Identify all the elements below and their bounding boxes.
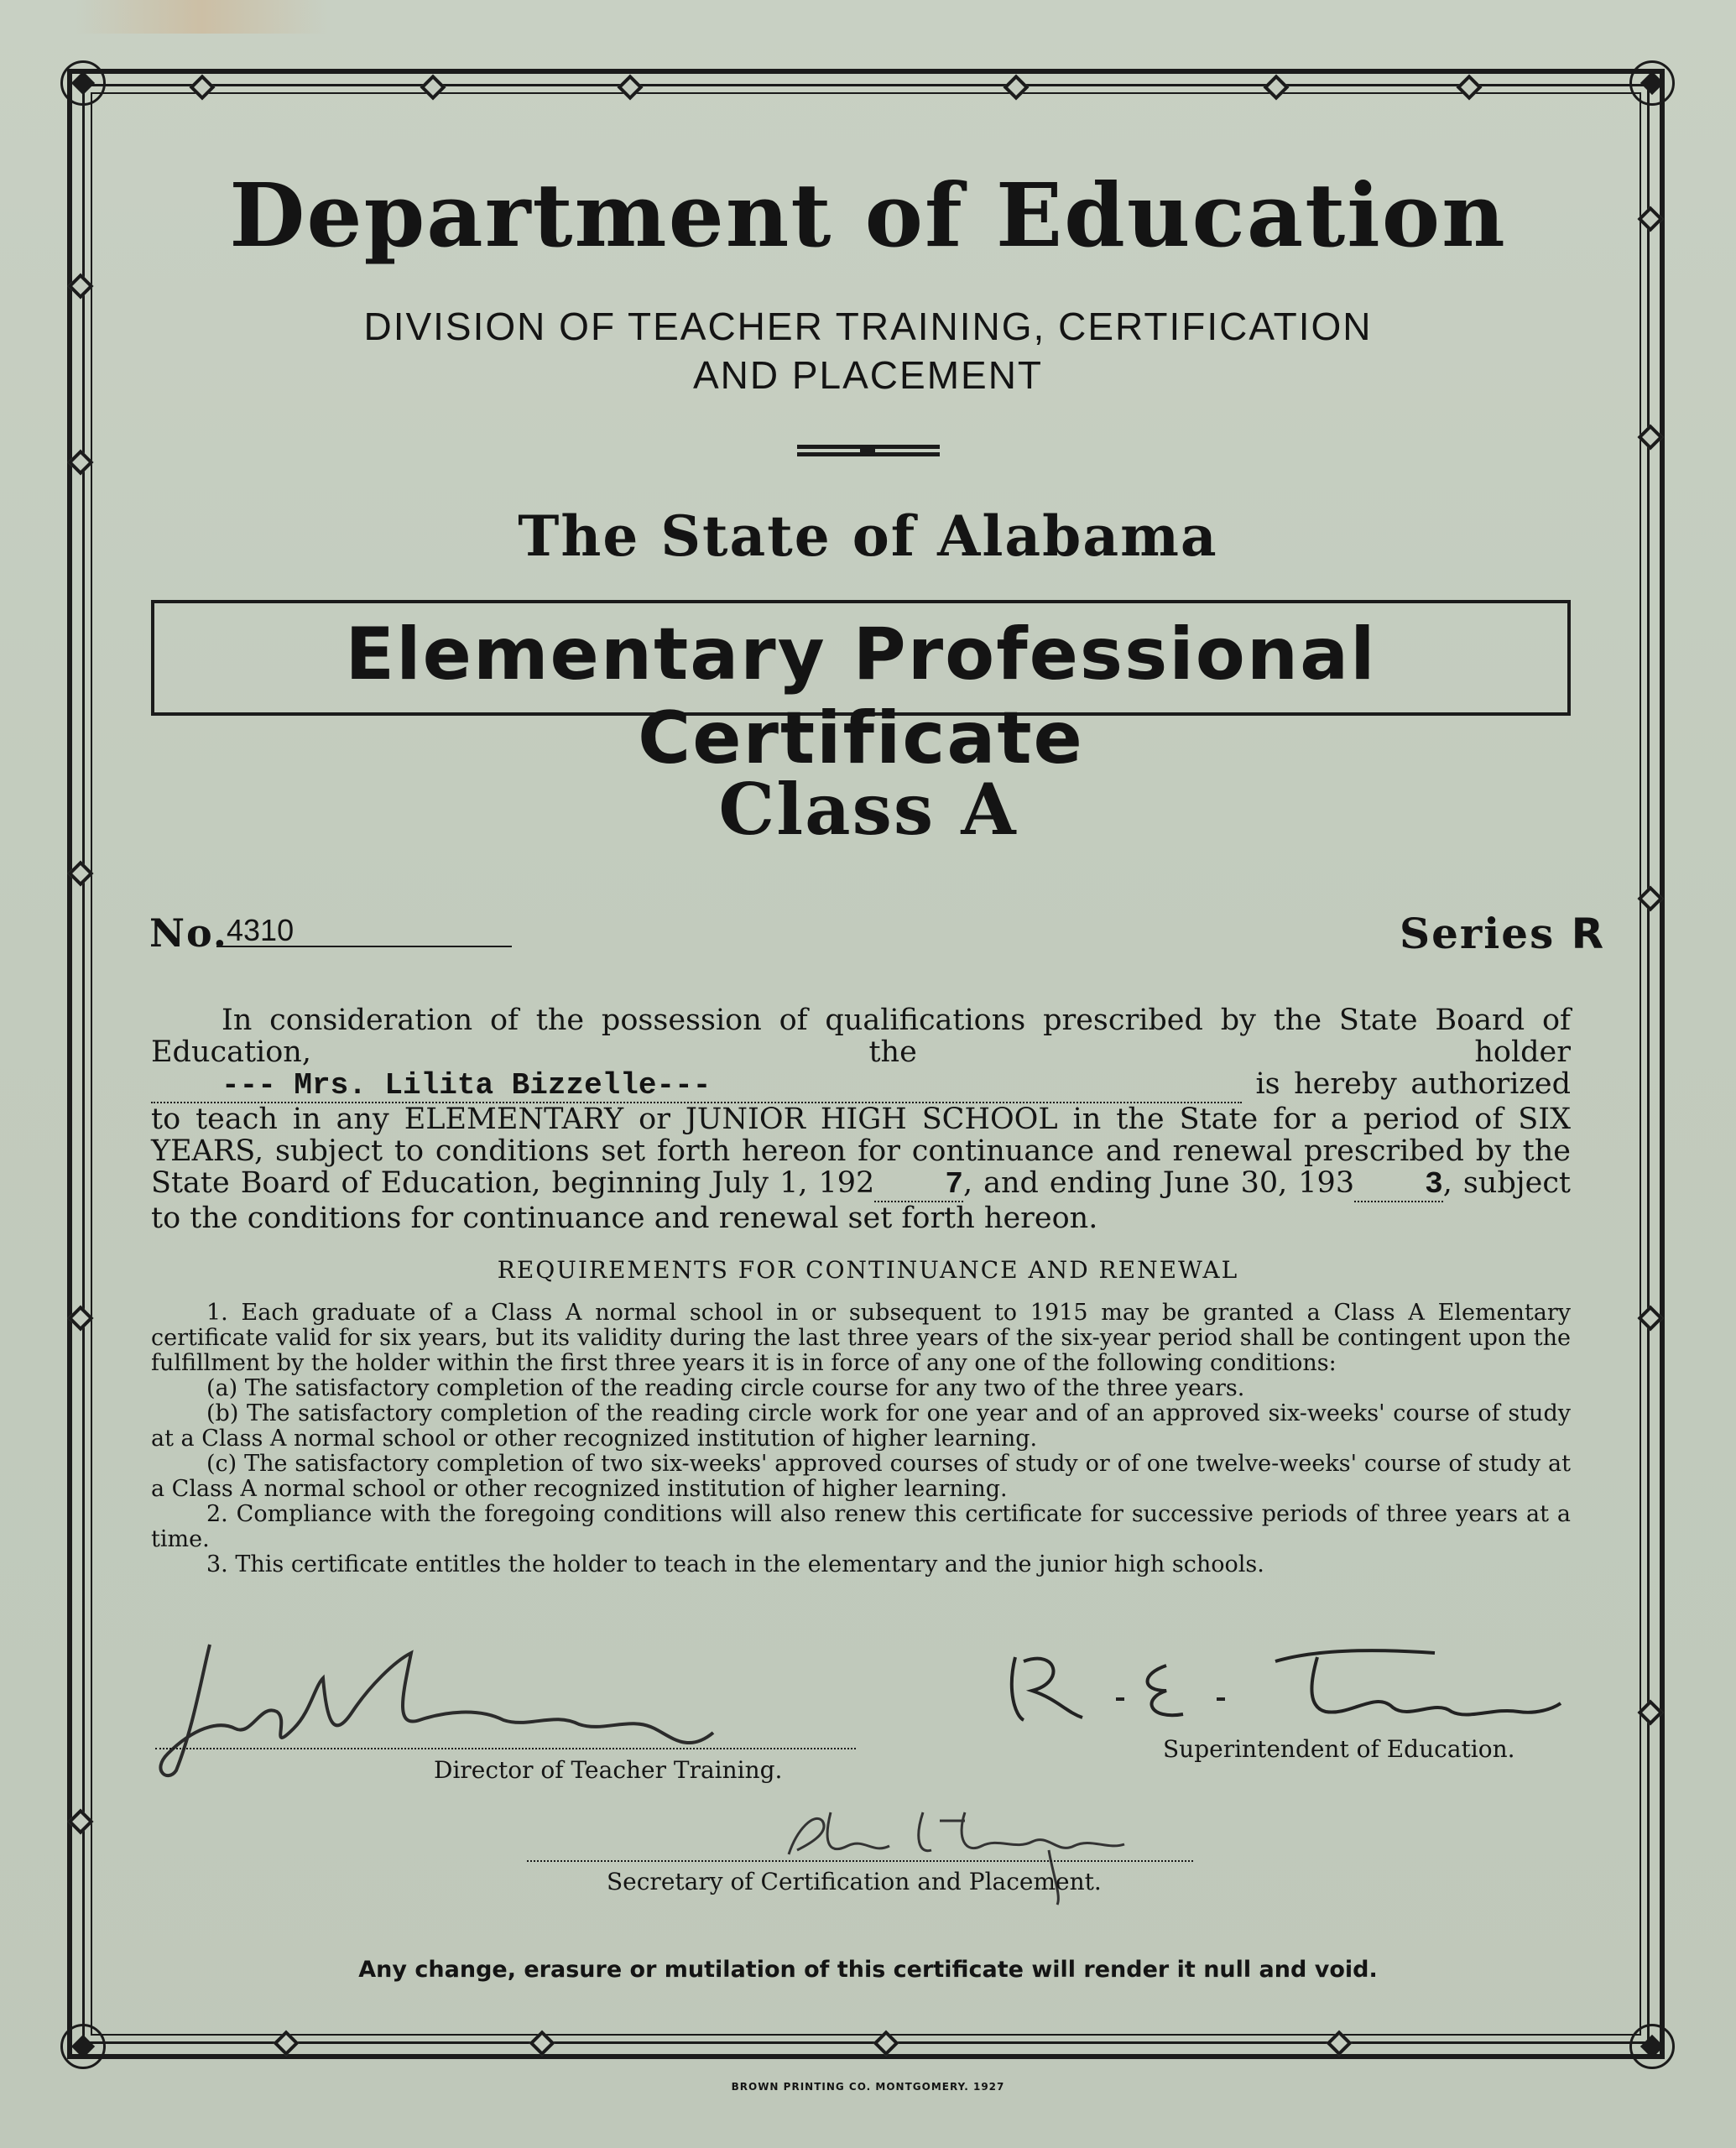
body-authorization: is hereby authorized to teach in any ELEMENTARY or JUNIOR HIGH SCHOOL in the State for a period of SIX YEARS, subject to conditions set forth hereon for continuance and renewal prescribed by the State Board of Education, beginning July 1, 192 bbox=[151, 1067, 1571, 1200]
director-signature-line bbox=[155, 1748, 856, 1749]
secretary-signature-line bbox=[527, 1860, 1193, 1862]
begin-year-digit: 7 bbox=[874, 1169, 963, 1202]
state-title: The State of Alabama bbox=[518, 503, 1218, 569]
series bbox=[1400, 909, 1605, 958]
requirement-1b: (b) The satisfactory completion of the reading circle work for one year and of an approved six-weeks' course of study at a Class A normal school or other recognized institution of higher learning. bbox=[151, 1400, 1571, 1452]
requirement-2: 2. Compliance with the foregoing conditions will also renew this certificate for successive periods of three years at a time. bbox=[151, 1501, 1571, 1552]
superintendent-caption: Superintendent of Education. bbox=[1163, 1735, 1515, 1763]
corner-ornament-top-right bbox=[1629, 60, 1675, 106]
end-year-digit: 3 bbox=[1354, 1169, 1443, 1202]
corner-ornament-bottom-right bbox=[1629, 2024, 1675, 2069]
requirements-heading: REQUIREMENTS FOR CONTINUANCE AND RENEWAL bbox=[497, 1256, 1239, 1284]
paper-stain bbox=[76, 0, 327, 34]
certificate-body bbox=[151, 1004, 1571, 1234]
ornamental-rule bbox=[797, 445, 940, 456]
requirement-1c: (c) The satisfactory completion of two six-weeks' approved courses of study or of one twelve-weeks' course of study at a Class A normal school or other recognized institution of higher learning. bbox=[151, 1451, 1571, 1502]
corner-ornament-bottom-left bbox=[60, 2024, 106, 2069]
division-line-2: AND PLACEMENT bbox=[692, 353, 1044, 397]
department-title: Department of Education bbox=[229, 164, 1507, 267]
series-label: Series bbox=[1400, 909, 1556, 958]
division-line-1: DIVISION OF TEACHER TRAINING, CERTIFICATION bbox=[363, 305, 1373, 348]
class-title: Class A bbox=[718, 768, 1018, 851]
superintendent-signature bbox=[998, 1640, 1577, 1733]
corner-ornament-top-left bbox=[60, 60, 106, 106]
series-value: R bbox=[1571, 910, 1606, 958]
secretary-caption: Secretary of Certification and Placement. bbox=[607, 1868, 1102, 1895]
requirement-1a: (a) The satisfactory completion of the reading circle course for any two of the three years. bbox=[206, 1375, 1245, 1401]
certificate-title: Elementary Professional Certificate bbox=[345, 613, 1377, 780]
body-intro: In consideration of the possession of qualifications prescribed by the State Board of Education, the holder bbox=[151, 1004, 1571, 1069]
requirement-1: 1. Each graduate of a Class A normal school in or subsequent to 1915 may be granted a Class A Elementary certificate valid for six years, but its validity during the last three years of the six-year period shall be contingent upon the fulfillment by the holder within the first three years it is in force of any one of the following conditions: bbox=[151, 1300, 1571, 1376]
body-ending: , and ending June 30, 193 bbox=[962, 1166, 1355, 1200]
holder-name: --- Mrs. Lilita Bizzelle--- bbox=[151, 1070, 1242, 1103]
requirement-3: 3. This certificate entitles the holder to teach in the elementary and the junior high schools. bbox=[206, 1551, 1264, 1577]
division-heading bbox=[0, 302, 1736, 399]
number-line bbox=[216, 946, 512, 947]
body-conclusion: , subject to the conditions for continuance and renewal set forth hereon. bbox=[151, 1166, 1571, 1235]
void-warning: Any change, erasure or mutilation of this certificate will render it null and void. bbox=[358, 1957, 1378, 1983]
printer-imprint: BROWN PRINTING CO. MONTGOMERY. 1927 bbox=[731, 2081, 1005, 2093]
number-label: No. bbox=[149, 910, 228, 956]
director-caption: Director of Teacher Training. bbox=[434, 1756, 783, 1784]
secretary-signature bbox=[772, 1796, 1158, 1913]
requirements-list bbox=[151, 1301, 1571, 1577]
certificate-number: 4310 bbox=[227, 913, 295, 947]
